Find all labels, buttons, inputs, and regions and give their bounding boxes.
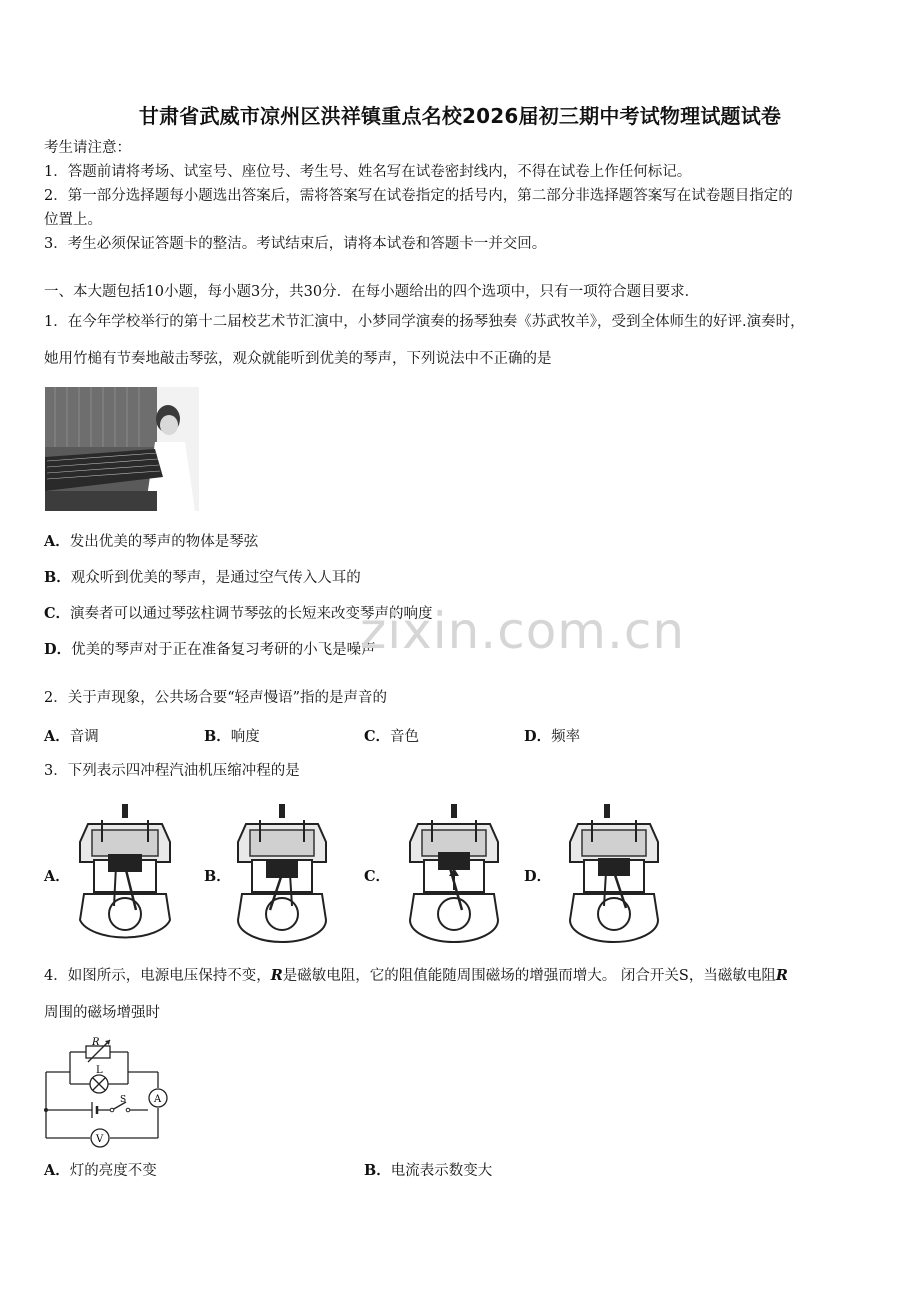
q4-circuit-diagram: [40, 1036, 180, 1148]
q1-option-b: B．观众听到优美的琴声，是通过空气传入人耳的: [44, 569, 361, 586]
circuit-label-s: S: [120, 1095, 127, 1105]
notice-item-2: 2．第一部分选择题每小题选出答案后，需将答案写在试卷指定的括号内，第二部分非选择题答案写在试卷题目指定的: [44, 188, 793, 204]
q2-stem: 2．关于声现象，公共场合要“轻声慢语”指的是声音的: [44, 690, 388, 706]
q1-photo: [45, 387, 199, 511]
q2-option-b: B．响度: [204, 728, 260, 745]
notice-item-2-cont: 位置上。: [44, 212, 102, 228]
engine-diagram-b: [232, 802, 332, 944]
q3-stem: 3．下列表示四冲程汽油机压缩冲程的是: [44, 763, 300, 779]
q1-option-a: A．发出优美的琴声的物体是琴弦: [44, 533, 259, 550]
circuit-label-a: A: [154, 1094, 162, 1105]
engine-diagram-d: [564, 802, 664, 944]
notice-heading: 考生请注意：: [44, 140, 131, 156]
q4-option-b: B．电流表示数变大: [364, 1162, 493, 1179]
notice-item-1: 1．答题前请将考场、试室号、座位号、考生号、姓名写在试卷密封线内，不得在试卷上作任何标记。: [44, 164, 692, 180]
q1-stem-line1: 1．在今年学校举行的第十二届校艺术节汇演中，小梦同学演奏的扬琴独奏《苏武牧羊》，受到全体师生的好评.演奏时，: [44, 314, 805, 330]
section-heading: 一、本大题包括10小题，每小题3分，共30分．在每小题给出的四个选项中，只有一项符合题目要求．: [44, 284, 700, 300]
q2-option-d: D．频率: [524, 728, 581, 745]
circuit-label-r: R: [92, 1037, 100, 1048]
engine-diagram-c: [404, 802, 504, 944]
q4-option-a: A．灯的亮度不变: [44, 1162, 157, 1179]
q3-option-a: A．: [44, 868, 70, 885]
q1-option-c: C．演奏者可以通过琴弦柱调节琴弦的长短来改变琴声的响度: [44, 605, 433, 622]
q2-option-c: C．音色: [364, 728, 420, 745]
q4-stem-line1: 4．如图所示，电源电压保持不变，R是磁敏电阻，它的阻值能随周围磁场的增强而增大。 闭合开关S，当磁敏电阻R: [44, 967, 788, 984]
q3-option-b: B．: [204, 868, 231, 885]
notice-item-3: 3．考生必须保证答题卡的整洁。考试结束后，请将本试卷和答题卡一并交回。: [44, 236, 547, 252]
q1-stem-line2: 她用竹槌有节奏地敲击琴弦，观众就能听到优美的琴声，下列说法中不正确的是: [44, 351, 552, 367]
circuit-label-v: V: [96, 1134, 104, 1145]
page-title: 甘肃省武威市凉州区洪祥镇重点名校2026届初三期中考试物理试题试卷: [138, 104, 782, 128]
watermark: zixin.com.cn: [360, 602, 686, 660]
q3-option-d: D．: [524, 868, 552, 885]
engine-diagram-a: [70, 802, 180, 944]
q1-option-d: D．优美的琴声对于正在准备复习考研的小飞是噪声: [44, 641, 376, 658]
circuit-label-l: L: [96, 1065, 103, 1076]
q2-option-a: A．音调: [44, 728, 99, 745]
q3-option-c: C．: [364, 868, 391, 885]
q4-stem-line2: 周围的磁场增强时: [44, 1005, 160, 1021]
